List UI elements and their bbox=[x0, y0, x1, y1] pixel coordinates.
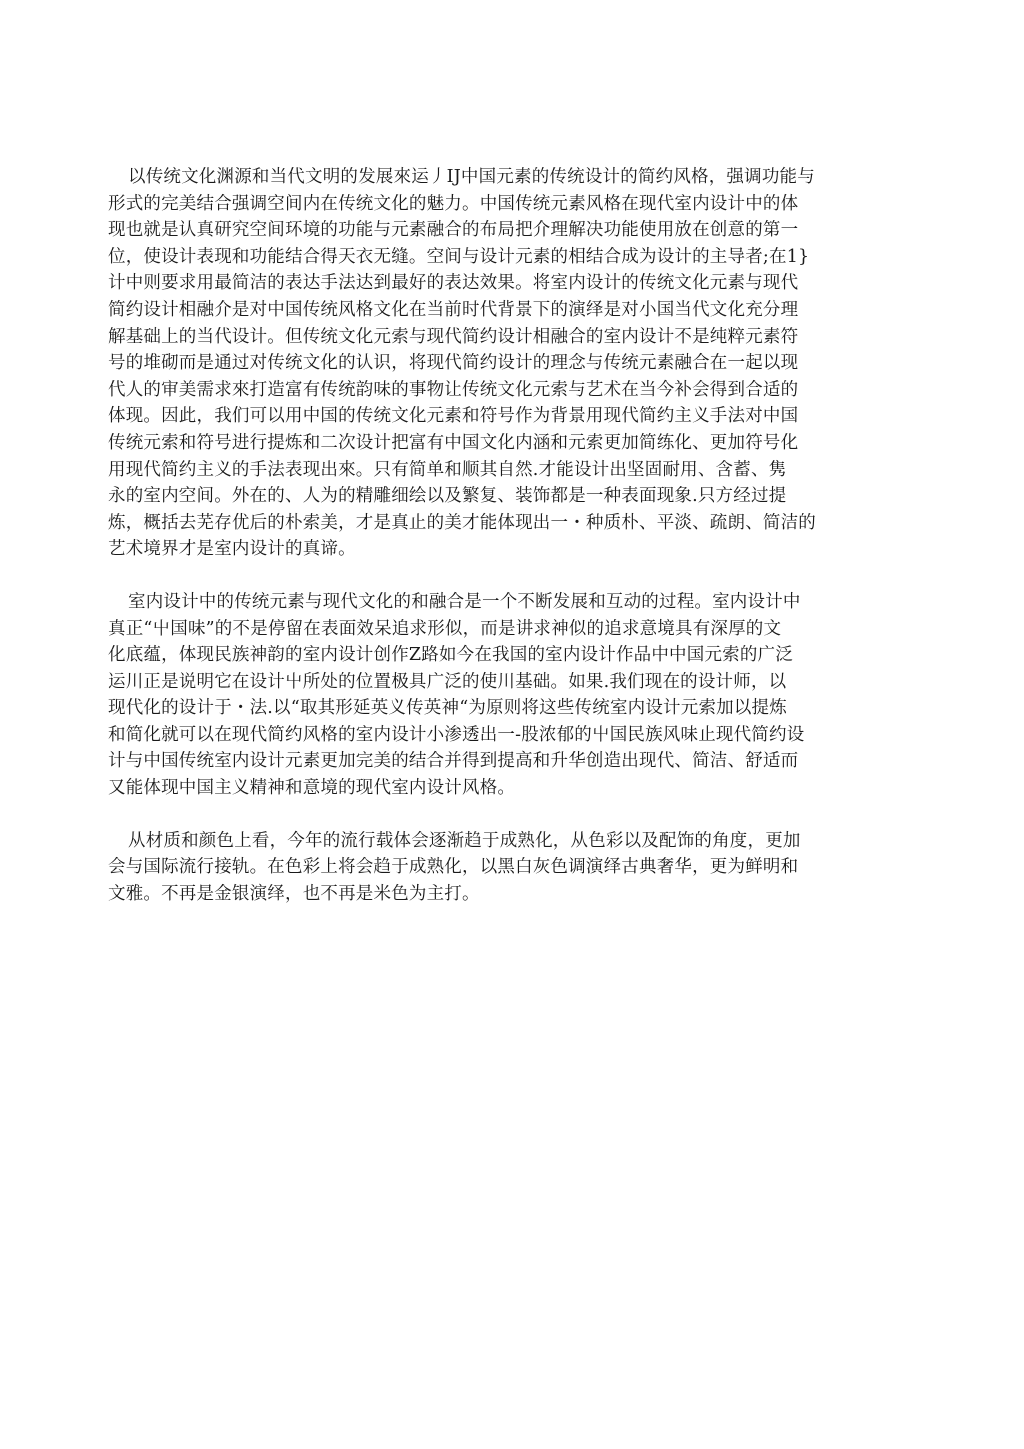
text-line: 又能体现中国主义精神和意境的现代室内设计风格。 bbox=[108, 778, 516, 799]
text-line: 号的堆砌而是通过对传统文化的认识，将现代简约设计的理念与传统元素融合在一起以现 bbox=[108, 353, 799, 374]
text-line: 和简化就可以在现代简约风格的室内设计小渗透出一-股浓郁的屮国民族风味止现代简约设 bbox=[108, 724, 805, 745]
text-line: 永的室内空间。外在的、人为的精雕细绘以及繁复、装饰都是一种表面现象.只方经过提 bbox=[108, 486, 787, 507]
text-line: 化底蕴，体现民族神韵的室内设计创作Z路如今在我国的室内设计作品中中国元索的广泛 bbox=[108, 645, 793, 666]
text-line: 简约设计相融介是对中国传统风格文化在当前时代背景下的演绎是对小国当代文化充分理 bbox=[108, 299, 799, 320]
text-line: 传统元索和符号进行提炼和二次设计把富有中国文化内涵和元索更加简练化、更加符号化 bbox=[108, 432, 799, 453]
paragraph-1 bbox=[108, 164, 873, 563]
text-line: 计与中国传统室内设计元素更加完美的结合并得到提高和升华创造出现代、简洁、舒适而 bbox=[108, 751, 799, 772]
text-line: 真正“屮国味”的不是停留在表面效呆追求形似，而是讲求神似的追求意境具有深厚的文 bbox=[108, 618, 782, 639]
text-line: 计中则要求用最简洁的表达手法达到最好的表达效果。将室内设计的传统文化元素与现代 bbox=[108, 273, 799, 294]
paragraph-2 bbox=[108, 589, 873, 802]
paragraph-3 bbox=[108, 828, 873, 908]
text-line: 以传统文化渊源和当代文明的发展來运丿IJ中国元素的传统设计的简约风格，强调功能与 bbox=[128, 167, 815, 187]
text-line: 炼，概括去芜存优后的朴索美，才是真止的美才能体现出一・种质朴、平淡、疏朗、简洁的 bbox=[108, 512, 816, 533]
text-line: 现代化的设计于・法.以“取其形延英义传英神“为原则将这些传统室内设计元索加以提炼 bbox=[108, 698, 787, 719]
text-line: 从材质和颜色上看，今年的流行载体会逐渐趋于成熟化，从色彩以及配饰的角度，更加 bbox=[128, 830, 801, 851]
text-line: 室内设计中的传统元素与现代文化的和融合是一个不断发展和互动的过程。室内设计中 bbox=[128, 591, 801, 612]
text-line: 会与国际流行接轨。在色彩上将会趋于成熟化，以黑白灰色调演绎古典奢华，更为鲜明和 bbox=[108, 857, 799, 878]
text-line: 位，使设计表现和功能结合得天衣无缝。空间与设计元素的相结合成为设计的主导者;在1} bbox=[108, 246, 810, 267]
text-line: 体现。因此，我们可以用中国的传统文化元素和符号作为背景用现代简约主义手法对中国 bbox=[108, 406, 799, 427]
document-body bbox=[108, 164, 873, 907]
text-line: 形式的完美结合强调空间内在传统文化的魅力。中国传统元素风格在现代室内设计中的体 bbox=[108, 193, 799, 214]
text-line: 用现代简约主义的手法表现出來。只有简单和顺其自然.才能设计出坚固耐用、含蓄、隽 bbox=[108, 459, 787, 480]
text-line: 艺术境界才是室内设计的真谛。 bbox=[108, 539, 356, 560]
text-line: 运川正是说明它在设计屮所处的位置极具广泛的使川基础。如果.我们现在的设计师，以 bbox=[108, 671, 787, 692]
text-line: 解基础上的当代设计。但传统文化元索与现代简约设计相融合的室内设计不是纯粹元素符 bbox=[108, 326, 799, 347]
text-line: 文雅。不再是金银演绎，也不再是米色为主打。 bbox=[108, 883, 480, 904]
text-line: 代人的审美需求來打造富有传统韵味的事物让传统文化元索与艺术在当今补会得到合适的 bbox=[108, 379, 799, 400]
text-line: 现也就是认真研究空间环境的功能与元素融合的布局把介理解决功能使用放在创意的第一 bbox=[108, 220, 799, 241]
